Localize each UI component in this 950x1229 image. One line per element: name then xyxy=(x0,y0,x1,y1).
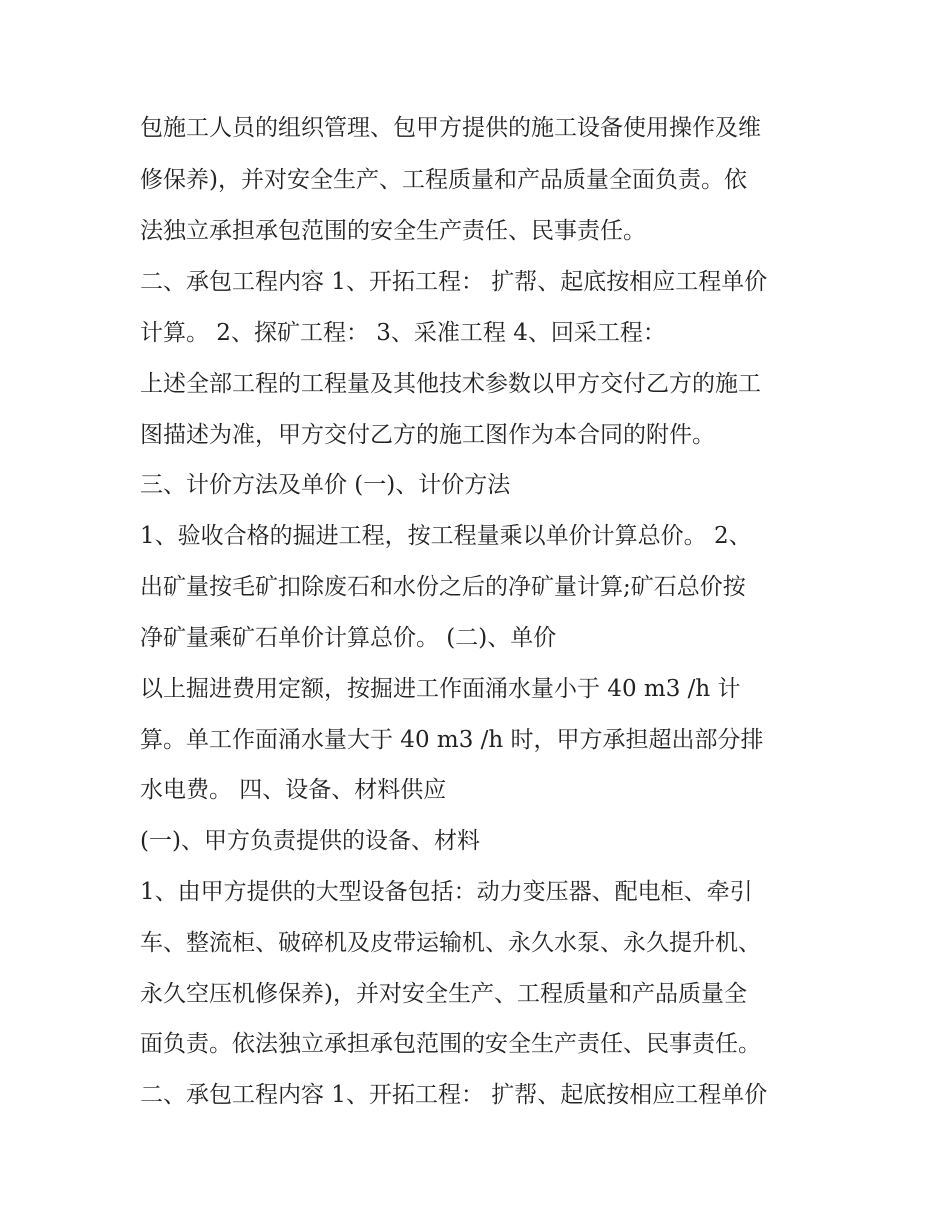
text-line-5: 计算。 2、探矿工程： 3、采准工程 4、回采工程： xyxy=(140,320,666,346)
text-line-12: 以上掘进费用定额，按掘进工作面涌水量小于 40 m3 /h 计 xyxy=(140,676,741,702)
text-line-15: (一)、甲方负责提供的设备、材料 xyxy=(140,828,480,854)
text-line-8: 三、计价方法及单价 (一)、计价方法 xyxy=(140,472,511,498)
text-line-20: 二、承包工程内容 1、开拓工程： 扩帮、起底按相应工程单价 xyxy=(140,1082,768,1108)
text-line-13: 算。单工作面涌水量大于 40 m3 /h 时，甲方承担超出部分排 xyxy=(140,727,764,753)
text-line-18: 永久空压机修保养)，并对安全生产、工程质量和产品质量全 xyxy=(140,981,747,1007)
text-line-16: 1、由甲方提供的大型设备包括：动力变压器、配电柜、牵引 xyxy=(140,879,753,905)
text-line-9: 1、验收合格的掘进工程，按工程量乘以单价计算总价。 2、 xyxy=(140,523,752,549)
text-line-2: 修保养)，并对安全生产、工程质量和产品质量全面负责。依 xyxy=(140,167,747,193)
text-line-7: 图描述为准，甲方交付乙方的施工图作为本合同的附件。 xyxy=(140,422,715,448)
text-line-19: 面负责。依法独立承担承包范围的安全生产责任、民事责任。 xyxy=(140,1031,761,1057)
text-line-11: 净矿量乘矿石单价计算总价。 (二)、单价 xyxy=(140,625,557,651)
text-line-4: 二、承包工程内容 1、开拓工程： 扩帮、起底按相应工程单价 xyxy=(140,269,768,295)
text-line-10: 出矿量按毛矿扣除废石和水份之后的净矿量计算;矿石总价按 xyxy=(140,574,746,600)
text-line-6: 上述全部工程的工程量及其他技术参数以甲方交付乙方的施工 xyxy=(140,371,761,397)
text-line-3: 法独立承担承包范围的安全生产责任、民事责任。 xyxy=(140,218,646,244)
text-line-1: 包施工人员的组织管理、包甲方提供的施工设备使用操作及维 xyxy=(140,115,761,141)
text-line-17: 车、整流柜、破碎机及皮带运输机、永久水泵、永久提升机、 xyxy=(140,930,761,956)
text-line-14: 水电费。 四、设备、材料供应 xyxy=(140,777,447,803)
